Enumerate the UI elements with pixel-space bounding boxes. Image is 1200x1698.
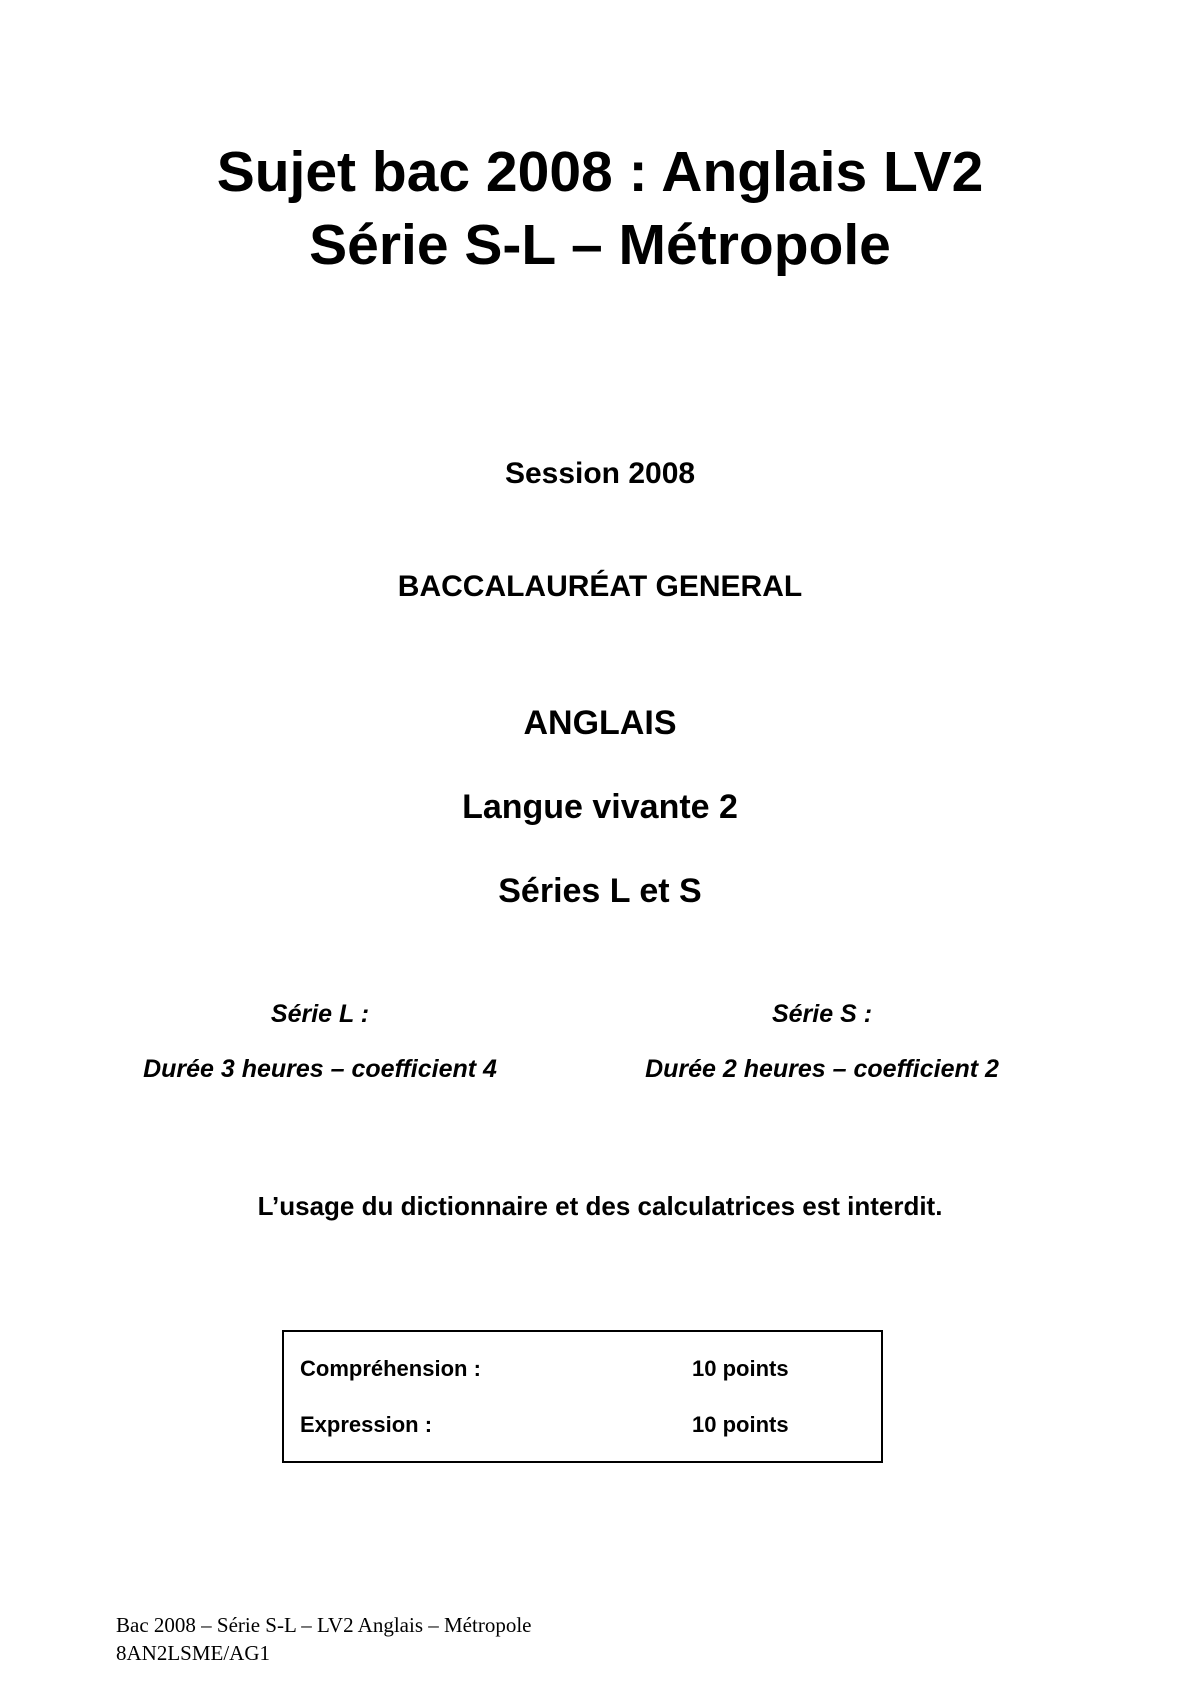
diploma-heading: BACCALAURÉAT GENERAL bbox=[397, 570, 803, 603]
scoring-value: 10 points bbox=[692, 1412, 789, 1437]
scoring-row bbox=[284, 1410, 881, 1440]
series-heading: Séries L et S bbox=[498, 872, 702, 910]
serie-s-label: Série S : bbox=[771, 1000, 873, 1028]
document-title-line-2: Série S-L – Métropole bbox=[309, 213, 891, 277]
footer-line-1: Bac 2008 – Série S-L – LV2 Anglais – Métropole bbox=[116, 1613, 532, 1637]
session-heading: Session 2008 bbox=[504, 457, 696, 490]
serie-s-duration: Durée 2 heures – coefficient 2 bbox=[645, 1055, 999, 1083]
scoring-label: Compréhension : bbox=[300, 1356, 481, 1381]
serie-l-duration: Durée 3 heures – coefficient 4 bbox=[143, 1055, 497, 1083]
footer-reference-code: 8AN2LSME/AG1 bbox=[116, 1641, 271, 1665]
language-level-heading: Langue vivante 2 bbox=[462, 788, 738, 826]
subject-heading: ANGLAIS bbox=[523, 704, 677, 742]
scoring-row bbox=[284, 1354, 881, 1384]
serie-l-label: Série L : bbox=[270, 1000, 370, 1028]
document-title-line-1: Sujet bac 2008 : Anglais LV2 bbox=[216, 140, 984, 204]
usage-notice: L’usage du dictionnaire et des calculatrices est interdit. bbox=[257, 1191, 943, 1221]
scoring-label: Expression : bbox=[300, 1412, 433, 1437]
scoring-box bbox=[282, 1330, 883, 1463]
scoring-value: 10 points bbox=[692, 1356, 789, 1381]
